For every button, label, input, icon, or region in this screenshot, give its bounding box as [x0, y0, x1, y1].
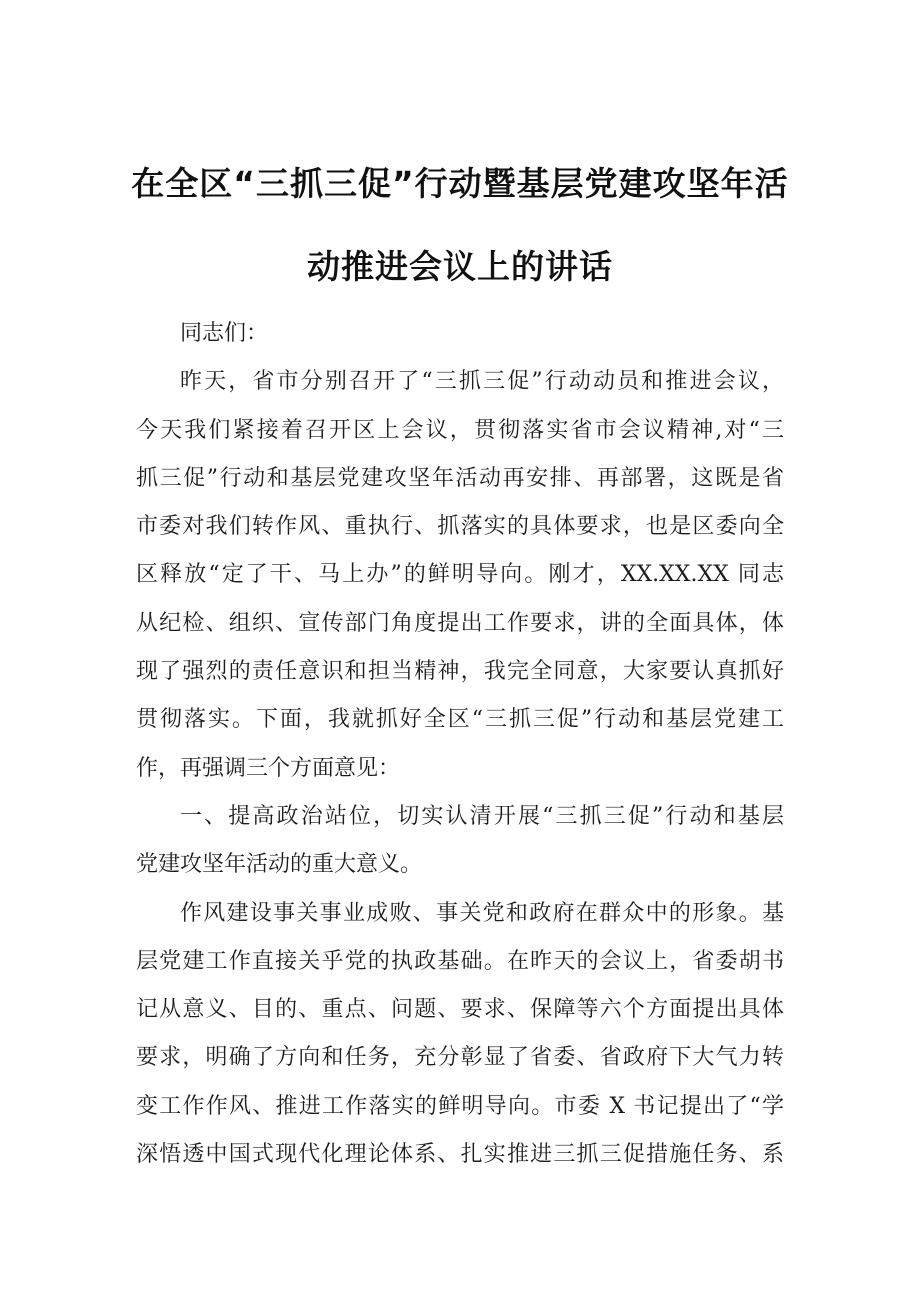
- body-line: 层党建工作直接关乎党的执政基础。在昨天的会议上，省委胡书: [136, 948, 784, 974]
- body-line: 变工作作风、推进工作落实的鲜明导向。市委 X 书记提出了“学: [136, 1093, 784, 1119]
- body-line: 现了强烈的责任意识和担当精神，我完全同意，大家要认真抓好: [136, 659, 784, 685]
- body-line: 作，再强调三个方面意见：: [136, 755, 401, 781]
- body-line: 要求，明确了方向和任务，充分彰显了省委、省政府下大气力转: [136, 1045, 784, 1071]
- document-title-line-1: 在全区“三抓三促”行动暨基层党建攻坚年活: [131, 164, 789, 203]
- document-title-line-2: 动推进会议上的讲话: [307, 247, 613, 286]
- body-line: 记从意义、目的、重点、问题、要求、保障等六个方面提出具体: [136, 997, 784, 1023]
- body-line: 从纪检、组织、宣传部门角度提出工作要求，讲的全面具体，体: [136, 610, 784, 636]
- body-line: 作风建设事关事业成败、事关党和政府在群众中的形象。基: [180, 900, 784, 926]
- body-line: 区释放“定了干、马上办”的鲜明导向。刚才，XX.XX.XX 同志: [136, 562, 784, 588]
- body-line: 抓三促”行动和基层党建攻坚年活动再安排、再部署，这既是省: [136, 465, 784, 491]
- salutation: 同志们：: [180, 321, 269, 346]
- body-line: 市委对我们转作风、重执行、抓落实的具体要求，也是区委向全: [136, 514, 784, 540]
- body-line: 贯彻落实。下面，我就抓好全区“三抓三促”行动和基层党建工: [136, 707, 784, 733]
- section-heading-line: 一、提高政治站位，切实认清开展“三抓三促”行动和基层: [180, 803, 784, 829]
- section-heading-line: 党建攻坚年活动的重大意义。: [136, 852, 423, 878]
- document-body: [136, 310, 784, 1179]
- body-line: 深悟透中国式现代化理论体系、扎实推进三抓三促措施任务、系: [136, 1142, 784, 1168]
- body-line: 今天我们紧接着召开区上会议，贯彻落实省市会议精神,对“三: [136, 417, 784, 443]
- body-line: 昨天，省市分别召开了“三抓三促”行动动员和推进会议，: [180, 369, 784, 395]
